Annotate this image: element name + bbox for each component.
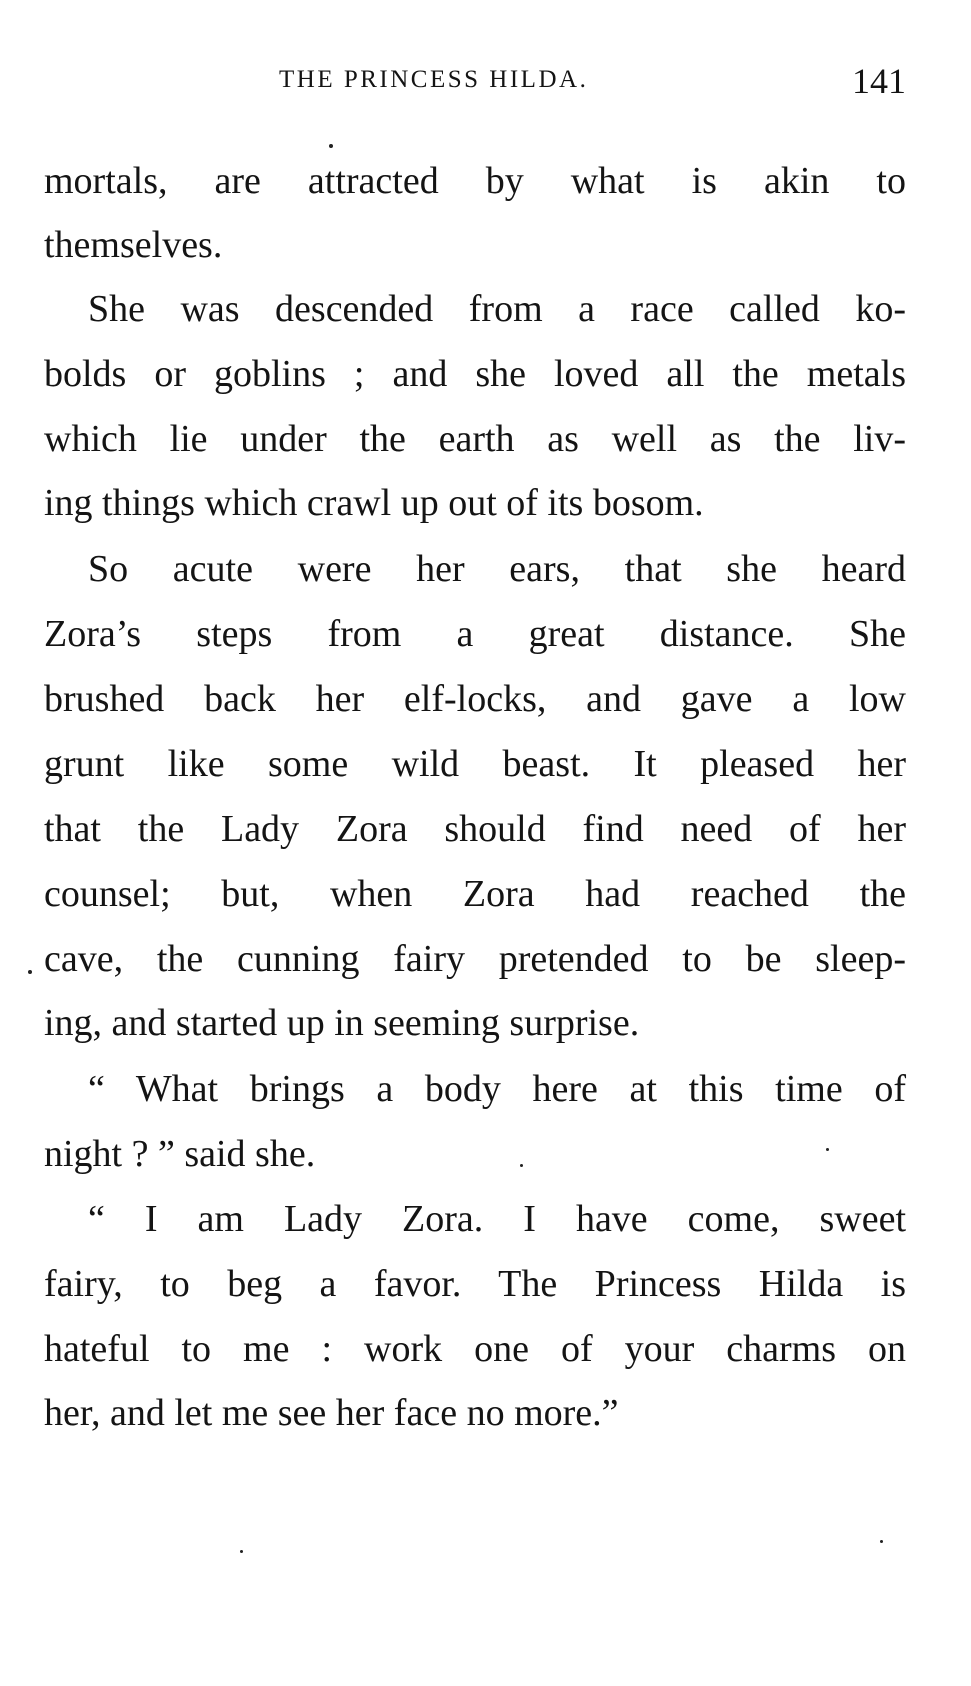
- text-line: ing, and started up in seeming surprise.: [44, 1002, 640, 1044]
- text-line: night ? ” said she.: [44, 1133, 316, 1175]
- running-head-title: THE PRINCESS HILDA.: [279, 66, 589, 93]
- text-line: mortals, are attracted by what is akin to: [44, 160, 906, 202]
- text-line: So acute were her ears, that she heard: [88, 548, 906, 590]
- text-line: that the Lady Zora should find need of her: [44, 808, 906, 850]
- print-speck: [826, 1148, 829, 1151]
- text-line: “ I am Lady Zora. I have come, sweet: [88, 1198, 906, 1240]
- text-line: which lie under the earth as well as the liv-: [44, 418, 906, 460]
- text-line: bolds or goblins ; and she loved all the metals: [44, 353, 906, 395]
- print-speck: [520, 1164, 523, 1167]
- print-speck: [329, 144, 333, 148]
- text-line: themselves.: [44, 224, 223, 266]
- text-line: her, and let me see her face no more.”: [44, 1392, 619, 1434]
- text-line: fairy, to beg a favor. The Princess Hilda is: [44, 1263, 906, 1305]
- text-line: “ What brings a body here at this time of: [88, 1068, 906, 1110]
- print-speck: [28, 970, 32, 974]
- page-number: 141: [852, 61, 906, 101]
- print-speck: [880, 1540, 883, 1543]
- text-line: counsel; but, when Zora had reached the: [44, 873, 906, 915]
- text-line: hateful to me : work one of your charms on: [44, 1328, 906, 1370]
- text-line: cave, the cunning fairy pretended to be sleep-: [44, 938, 906, 980]
- text-line: brushed back her elf-locks, and gave a low: [44, 678, 906, 720]
- text-line: Zora’s steps from a great distance. She: [44, 613, 906, 655]
- print-speck: [240, 1550, 243, 1553]
- text-line: grunt like some wild beast. It pleased her: [44, 743, 906, 785]
- running-head: [44, 60, 906, 104]
- text-line: ing things which crawl up out of its bosom.: [44, 482, 704, 524]
- text-line: She was descended from a race called ko-: [88, 288, 906, 330]
